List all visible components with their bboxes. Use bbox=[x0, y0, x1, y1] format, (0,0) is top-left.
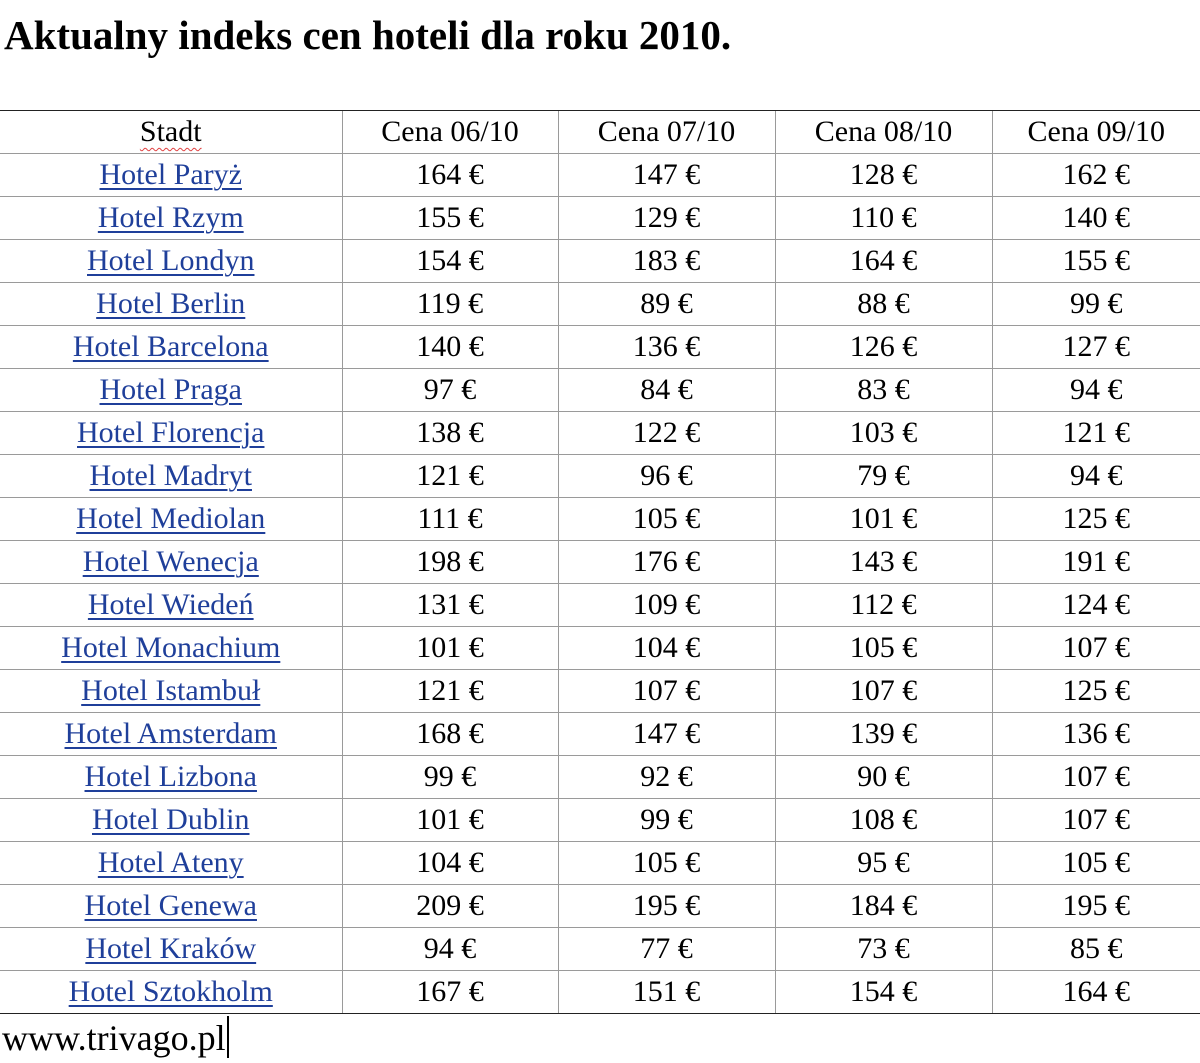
column-header-stadt bbox=[0, 111, 342, 154]
price-cell: 143 € bbox=[775, 541, 992, 584]
price-cell: 128 € bbox=[775, 154, 992, 197]
price-cell: 103 € bbox=[775, 412, 992, 455]
hotel-name-cell bbox=[0, 713, 342, 756]
table-row bbox=[0, 455, 1200, 498]
hotel-name-cell bbox=[0, 842, 342, 885]
price-cell: 121 € bbox=[342, 455, 558, 498]
price-cell: 164 € bbox=[992, 971, 1200, 1014]
price-cell: 121 € bbox=[992, 412, 1200, 455]
table-row bbox=[0, 326, 1200, 369]
hotel-name-cell bbox=[0, 197, 342, 240]
price-cell: 162 € bbox=[992, 154, 1200, 197]
price-cell: 140 € bbox=[992, 197, 1200, 240]
price-cell: 104 € bbox=[342, 842, 558, 885]
price-cell: 121 € bbox=[342, 670, 558, 713]
price-cell: 107 € bbox=[992, 799, 1200, 842]
price-cell: 126 € bbox=[775, 326, 992, 369]
price-cell: 155 € bbox=[992, 240, 1200, 283]
price-cell: 125 € bbox=[992, 498, 1200, 541]
price-cell: 111 € bbox=[342, 498, 558, 541]
price-cell: 101 € bbox=[342, 627, 558, 670]
price-cell: 125 € bbox=[992, 670, 1200, 713]
price-cell: 79 € bbox=[775, 455, 992, 498]
price-cell: 124 € bbox=[992, 584, 1200, 627]
price-cell: 129 € bbox=[558, 197, 775, 240]
table-row bbox=[0, 369, 1200, 412]
price-cell: 191 € bbox=[992, 541, 1200, 584]
table-row bbox=[0, 842, 1200, 885]
price-cell: 107 € bbox=[992, 627, 1200, 670]
table-row bbox=[0, 670, 1200, 713]
price-cell: 97 € bbox=[342, 369, 558, 412]
price-cell: 195 € bbox=[992, 885, 1200, 928]
price-cell: 105 € bbox=[992, 842, 1200, 885]
price-cell: 176 € bbox=[558, 541, 775, 584]
hotel-link[interactable]: Hotel Istambuł bbox=[81, 674, 261, 707]
price-cell: 154 € bbox=[342, 240, 558, 283]
hotel-link[interactable]: Hotel Florencja bbox=[77, 416, 265, 449]
price-cell: 183 € bbox=[558, 240, 775, 283]
price-cell: 104 € bbox=[558, 627, 775, 670]
price-cell: 209 € bbox=[342, 885, 558, 928]
hotel-link[interactable]: Hotel Ateny bbox=[97, 846, 244, 879]
price-cell: 89 € bbox=[558, 283, 775, 326]
column-header-price-06: Cena 06/10 bbox=[342, 111, 558, 154]
price-cell: 136 € bbox=[558, 326, 775, 369]
table-row bbox=[0, 541, 1200, 584]
hotel-link[interactable]: Hotel Praga bbox=[99, 373, 242, 406]
column-header-price-08: Cena 08/10 bbox=[775, 111, 992, 154]
price-cell: 151 € bbox=[558, 971, 775, 1014]
price-cell: 107 € bbox=[558, 670, 775, 713]
document-title: Aktualny indeks cen hoteli dla roku 2010. bbox=[4, 12, 732, 58]
table-row bbox=[0, 971, 1200, 1014]
hotel-link[interactable]: Hotel Amsterdam bbox=[64, 717, 277, 750]
table-row bbox=[0, 885, 1200, 928]
hotel-link[interactable]: Hotel Paryż bbox=[99, 158, 242, 191]
table-row bbox=[0, 799, 1200, 842]
hotel-name-cell bbox=[0, 455, 342, 498]
price-cell: 95 € bbox=[775, 842, 992, 885]
column-header-price-09: Cena 09/10 bbox=[992, 111, 1200, 154]
price-cell: 195 € bbox=[558, 885, 775, 928]
price-cell: 155 € bbox=[342, 197, 558, 240]
hotel-link[interactable]: Hotel Wiedeń bbox=[87, 588, 254, 621]
price-cell: 122 € bbox=[558, 412, 775, 455]
hotel-name-cell bbox=[0, 756, 342, 799]
price-cell: 147 € bbox=[558, 713, 775, 756]
hotel-link[interactable]: Hotel Dublin bbox=[92, 803, 250, 836]
hotel-link[interactable]: Hotel Londyn bbox=[87, 244, 255, 277]
footer-url-text: www.trivago.pl bbox=[2, 1018, 226, 1058]
hotel-name-cell bbox=[0, 154, 342, 197]
hotel-name-cell bbox=[0, 498, 342, 541]
price-cell: 92 € bbox=[558, 756, 775, 799]
price-cell: 99 € bbox=[342, 756, 558, 799]
hotel-price-table bbox=[0, 110, 1200, 1014]
hotel-link[interactable]: Hotel Wenecja bbox=[82, 545, 259, 578]
hotel-link[interactable]: Hotel Rzym bbox=[97, 201, 244, 234]
price-cell: 198 € bbox=[342, 541, 558, 584]
price-cell: 94 € bbox=[342, 928, 558, 971]
hotel-name-cell bbox=[0, 326, 342, 369]
hotel-name-cell bbox=[0, 627, 342, 670]
price-cell: 109 € bbox=[558, 584, 775, 627]
hotel-link[interactable]: Hotel Berlin bbox=[96, 287, 246, 320]
price-cell: 112 € bbox=[775, 584, 992, 627]
hotel-name-cell bbox=[0, 971, 342, 1014]
price-cell: 140 € bbox=[342, 326, 558, 369]
price-cell: 131 € bbox=[342, 584, 558, 627]
table-header-row bbox=[0, 111, 1200, 154]
price-cell: 105 € bbox=[558, 498, 775, 541]
table-row bbox=[0, 584, 1200, 627]
hotel-link[interactable]: Hotel Genewa bbox=[84, 889, 257, 922]
price-cell: 167 € bbox=[342, 971, 558, 1014]
hotel-name-cell bbox=[0, 541, 342, 584]
price-cell: 154 € bbox=[775, 971, 992, 1014]
table-row bbox=[0, 627, 1200, 670]
hotel-name-cell bbox=[0, 283, 342, 326]
price-cell: 99 € bbox=[558, 799, 775, 842]
price-cell: 73 € bbox=[775, 928, 992, 971]
hotel-link[interactable]: Hotel Sztokholm bbox=[68, 975, 273, 1008]
price-cell: 96 € bbox=[558, 455, 775, 498]
price-cell: 85 € bbox=[992, 928, 1200, 971]
hotel-link[interactable]: Hotel Lizbona bbox=[84, 760, 257, 793]
table-body bbox=[0, 154, 1200, 1014]
price-cell: 119 € bbox=[342, 283, 558, 326]
price-cell: 94 € bbox=[992, 369, 1200, 412]
hotel-link[interactable]: Hotel Monachium bbox=[61, 631, 281, 664]
hotel-name-cell bbox=[0, 412, 342, 455]
table-row bbox=[0, 498, 1200, 541]
table-row bbox=[0, 713, 1200, 756]
price-table-container bbox=[0, 110, 1200, 1015]
header-stadt-label: Stadt bbox=[139, 115, 202, 148]
price-cell: 108 € bbox=[775, 799, 992, 842]
price-cell: 184 € bbox=[775, 885, 992, 928]
price-cell: 138 € bbox=[342, 412, 558, 455]
price-cell: 168 € bbox=[342, 713, 558, 756]
hotel-name-cell bbox=[0, 670, 342, 713]
price-cell: 90 € bbox=[775, 756, 992, 799]
price-cell: 105 € bbox=[775, 627, 992, 670]
hotel-name-cell bbox=[0, 584, 342, 627]
price-cell: 164 € bbox=[775, 240, 992, 283]
price-cell: 99 € bbox=[992, 283, 1200, 326]
hotel-link[interactable]: Hotel Madryt bbox=[89, 459, 252, 492]
table-row bbox=[0, 412, 1200, 455]
price-cell: 101 € bbox=[775, 498, 992, 541]
price-cell: 127 € bbox=[992, 326, 1200, 369]
table-row bbox=[0, 240, 1200, 283]
text-cursor bbox=[227, 1016, 229, 1058]
column-header-price-07: Cena 07/10 bbox=[558, 111, 775, 154]
hotel-name-cell bbox=[0, 369, 342, 412]
price-cell: 107 € bbox=[992, 756, 1200, 799]
price-cell: 77 € bbox=[558, 928, 775, 971]
hotel-link[interactable]: Hotel Mediolan bbox=[76, 502, 266, 535]
price-cell: 147 € bbox=[558, 154, 775, 197]
footer-url-line[interactable] bbox=[2, 1015, 229, 1061]
table-row bbox=[0, 154, 1200, 197]
table-row bbox=[0, 928, 1200, 971]
price-cell: 94 € bbox=[992, 455, 1200, 498]
table-row bbox=[0, 197, 1200, 240]
hotel-name-cell bbox=[0, 928, 342, 971]
price-cell: 105 € bbox=[558, 842, 775, 885]
price-cell: 88 € bbox=[775, 283, 992, 326]
price-cell: 83 € bbox=[775, 369, 992, 412]
table-row bbox=[0, 756, 1200, 799]
price-cell: 164 € bbox=[342, 154, 558, 197]
price-cell: 84 € bbox=[558, 369, 775, 412]
price-cell: 107 € bbox=[775, 670, 992, 713]
price-cell: 139 € bbox=[775, 713, 992, 756]
price-cell: 136 € bbox=[992, 713, 1200, 756]
price-cell: 101 € bbox=[342, 799, 558, 842]
hotel-name-cell bbox=[0, 240, 342, 283]
hotel-link[interactable]: Hotel Barcelona bbox=[72, 330, 269, 363]
hotel-name-cell bbox=[0, 885, 342, 928]
table-row bbox=[0, 283, 1200, 326]
hotel-link[interactable]: Hotel Kraków bbox=[85, 932, 257, 965]
hotel-name-cell bbox=[0, 799, 342, 842]
price-cell: 110 € bbox=[775, 197, 992, 240]
